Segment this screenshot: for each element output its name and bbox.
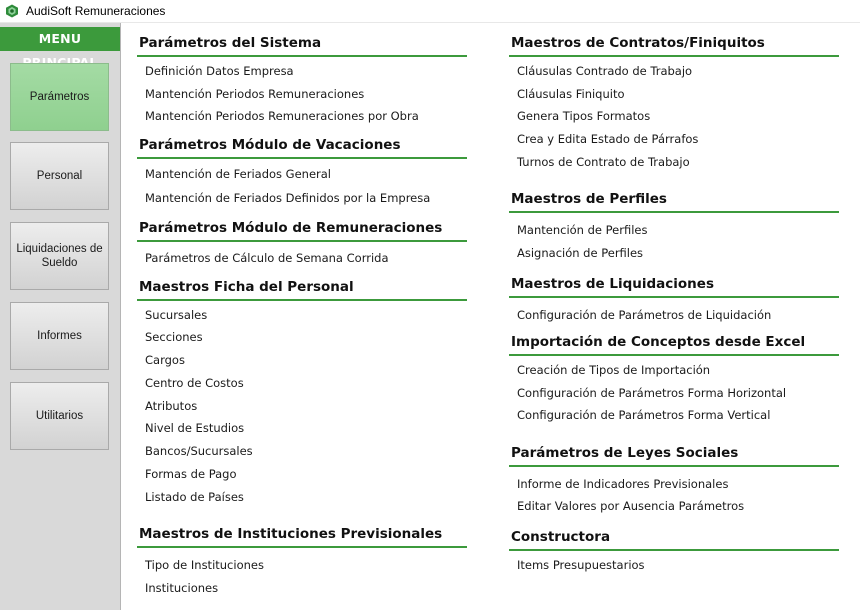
menu-link[interactable]: Items Presupuestarios [517,558,645,572]
menu-link[interactable]: Instituciones [145,581,219,595]
section-title-sistema: Parámetros del Sistema [137,35,467,57]
section-title-remuneraciones: Parámetros Módulo de Remuneraciones [137,220,467,242]
menu-link[interactable]: Secciones [145,330,203,344]
nav-button-liquidaciones[interactable] [10,222,109,290]
menu-link[interactable]: Asignación de Perfiles [517,246,644,260]
menu-link[interactable]: Cláusulas Finiquito [517,87,625,101]
menu-link[interactable]: Informe de Indicadores Previsionales [517,477,729,491]
nav-button-label: Informes [37,330,82,342]
section-title-leyes: Parámetros de Leyes Sociales [509,445,839,467]
nav-button-parametros[interactable] [10,63,109,131]
nav-button-utilitarios[interactable] [10,382,109,450]
menu-link[interactable]: Atributos [145,399,198,413]
section-title-importacion: Importación de Conceptos desde Excel [509,334,839,356]
menu-link[interactable]: Cláusulas Contrado de Trabajo [517,64,693,78]
nav-button-label: Personal [36,170,83,182]
menu-link[interactable]: Mantención Periodos Remuneraciones [145,87,365,101]
menu-link[interactable]: Tipo de Instituciones [145,558,264,572]
menu-link[interactable]: Sucursales [145,308,208,322]
menu-link[interactable]: Parámetros de Cálculo de Semana Corrida [145,251,389,265]
menu-link[interactable]: Definición Datos Empresa [145,64,294,78]
menu-link[interactable]: Nivel de Estudios [145,421,245,435]
menu-link[interactable]: Configuración de Parámetros Forma Vertical [517,408,771,422]
menu-link[interactable]: Mantención de Feriados Definidos por la Empresa [145,191,431,205]
sidebar-header: MENU [0,27,120,51]
section-title-constructora: Constructora [509,529,839,551]
window-title: AudiSoft Remuneraciones [26,4,166,18]
menu-link[interactable]: Centro de Costos [145,376,244,390]
menu-link[interactable]: Creación de Tipos de Importación [517,363,711,377]
section-title-liquidaciones: Maestros de Liquidaciones [509,276,839,298]
nav-button-informes[interactable] [10,302,109,370]
menu-link[interactable]: Mantención de Feriados General [145,167,331,181]
nav-button-label: Utilitarios [35,410,84,422]
section-title-contratos: Maestros de Contratos/Finiquitos [509,35,839,57]
nav-button-label: Liquidaciones de Sueldo [16,243,103,269]
menu-link[interactable]: Mantención de Perfiles [517,223,648,237]
menu-link[interactable]: Configuración de Parámetros Forma Horizontal [517,386,787,400]
menu-link[interactable]: Mantención Periodos Remuneraciones por Obra [145,109,419,123]
sidebar [0,23,121,610]
section-title-vacaciones: Parámetros Módulo de Vacaciones [137,137,467,159]
menu-link[interactable]: Bancos/Sucursales [145,444,253,458]
nav-button-label: Parámetros [29,91,90,103]
app-logo-icon [5,4,19,18]
section-title-instituciones: Maestros de Instituciones Previsionales [137,526,467,548]
menu-link[interactable]: Configuración de Parámetros de Liquidación [517,308,772,322]
menu-link[interactable]: Listado de Países [145,490,244,504]
menu-link[interactable]: Editar Valores por Ausencia Parámetros [517,499,745,513]
section-title-perfiles: Maestros de Perfiles [509,191,839,213]
menu-link[interactable]: Genera Tipos Formatos [517,109,651,123]
menu-link[interactable]: Crea y Edita Estado de Párrafos [517,132,699,146]
menu-link[interactable]: Turnos de Contrato de Trabajo [517,155,690,169]
nav-button-personal[interactable] [10,142,109,210]
section-title-ficha: Maestros Ficha del Personal [137,279,467,301]
title-bar [0,0,860,23]
menu-link[interactable]: Formas de Pago [145,467,237,481]
menu-link[interactable]: Cargos [145,353,185,367]
